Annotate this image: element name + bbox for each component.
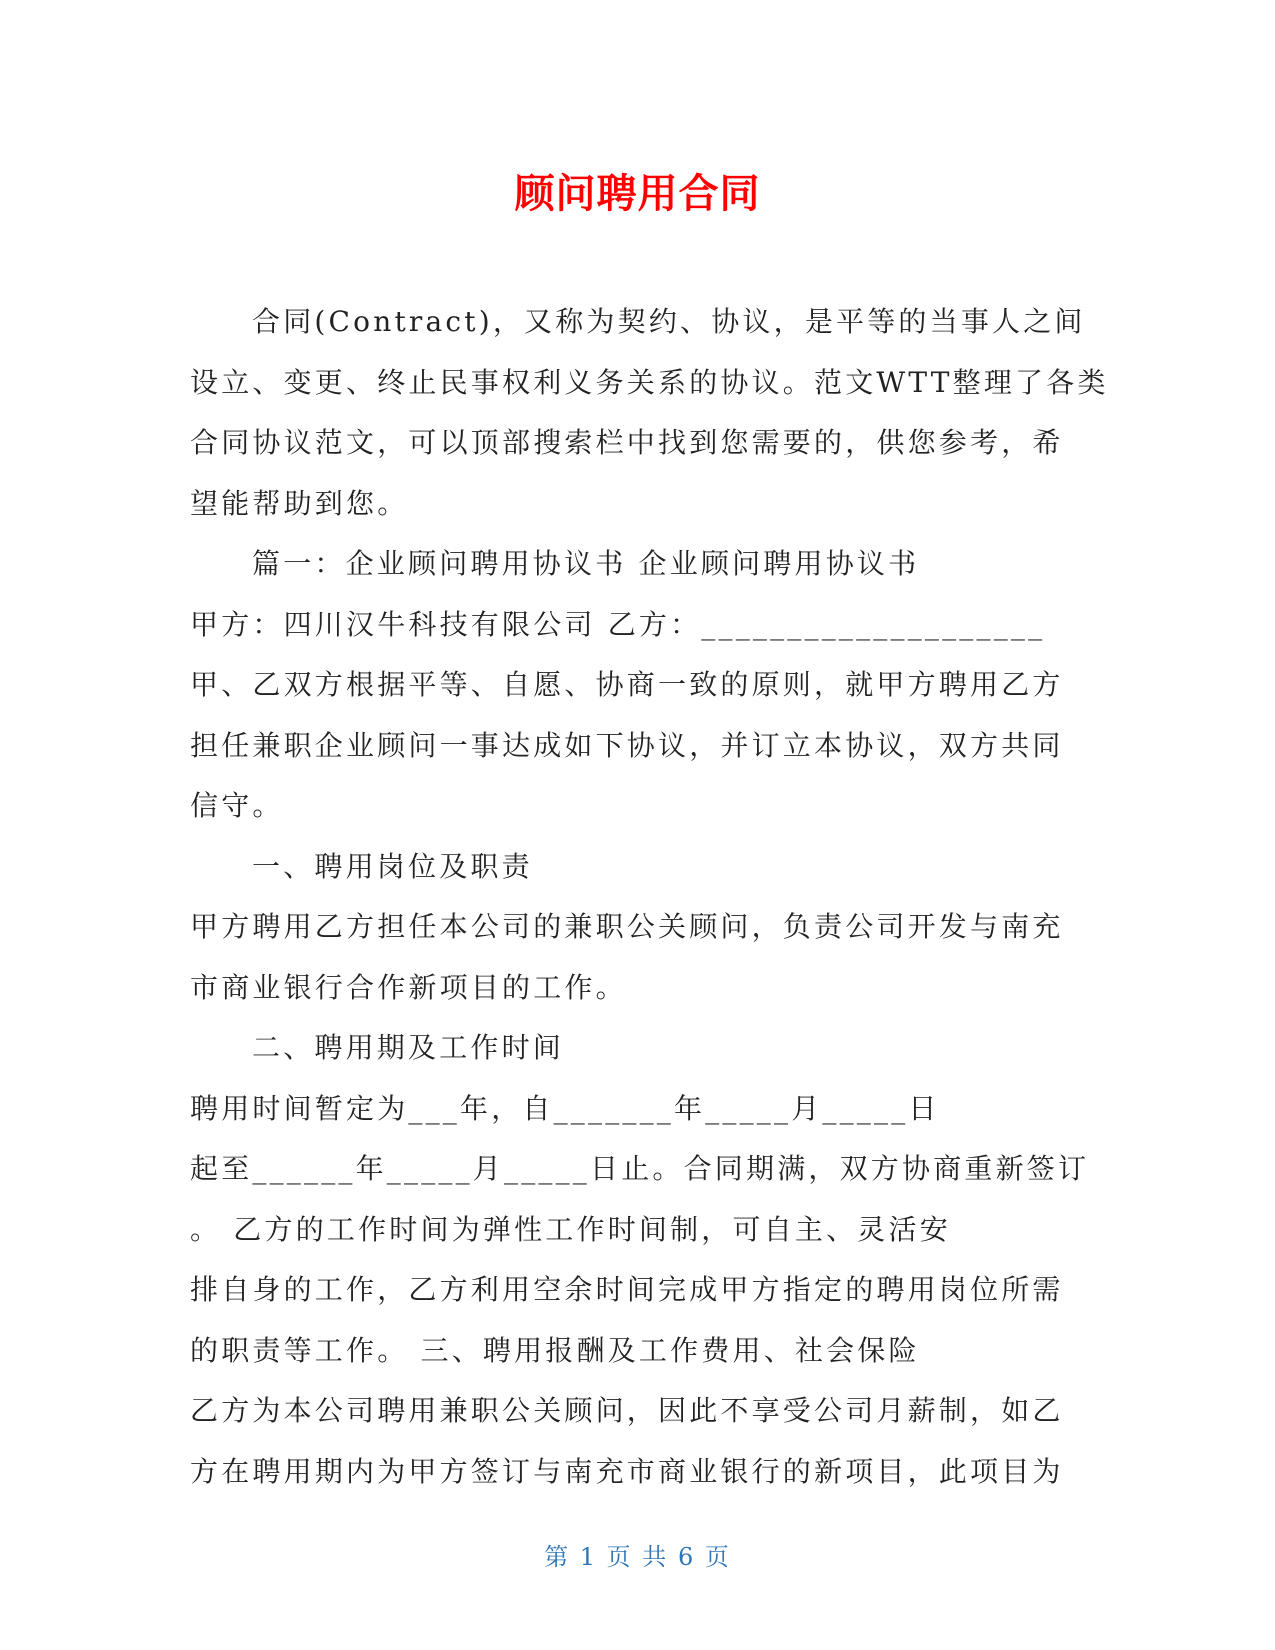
body-line: 望能帮助到您。 <box>190 486 409 520</box>
body-line: 甲、乙双方根据平等、自愿、协商一致的原则，就甲方聘用乙方 <box>190 668 1064 701</box>
body-line: 甲方：四川汉牛科技有限公司 乙方：____________________ <box>190 607 1046 641</box>
body-line: 的职责等工作。 三、聘用报酬及工作费用、社会保险 <box>190 1333 920 1367</box>
body-line: 篇一：企业顾问聘用协议书 企业顾问聘用协议书 <box>252 547 920 580</box>
body-line: 市商业银行合作新项目的工作。 <box>190 970 627 1004</box>
body-line: 设立、变更、终止民事权利义务关系的协议。范文WTT整理了各类 <box>190 365 1109 399</box>
body-line: 甲方聘用乙方担任本公司的兼职公关顾问，负责公司开发与南充 <box>190 910 1064 943</box>
body-line: 方在聘用期内为甲方签订与南充市商业银行的新项目，此项目为 <box>190 1454 1064 1488</box>
body-line: 排自身的工作，乙方利用空余时间完成甲方指定的聘用岗位所需 <box>190 1273 1064 1306</box>
section-heading: 二、聘用期及工作时间 <box>252 1031 565 1064</box>
section-heading: 一、聘用岗位及职责 <box>252 849 533 883</box>
body-line: 。 乙方的工作时间为弹性工作时间制，可自主、灵活安 <box>190 1212 951 1246</box>
body-line: 起至______年_____月_____日止。合同期满，双方协商重新签订 <box>190 1152 1090 1185</box>
document-body <box>190 292 1109 1502</box>
body-line: 担任兼职企业顾问一事达成如下协议，并订立本协议，双方共同 <box>190 728 1064 762</box>
body-line: 合同协议范文，可以顶部搜索栏中找到您需要的，供您参考，希 <box>190 426 1064 459</box>
body-line: 乙方为本公司聘用兼职公关顾问，因此不享受公司月薪制，如乙 <box>190 1394 1064 1427</box>
body-line: 聘用时间暂定为___年，自_______年_____月_____日 <box>190 1091 940 1125</box>
page-number-footer: 第 1 页 共 6 页 <box>544 1543 731 1571</box>
document-title: 顾问聘用合同 <box>514 171 761 217</box>
body-line: 信守。 <box>190 789 284 822</box>
body-line: 合同(Contract)，又称为契约、协议，是平等的当事人之间 <box>252 305 1086 338</box>
